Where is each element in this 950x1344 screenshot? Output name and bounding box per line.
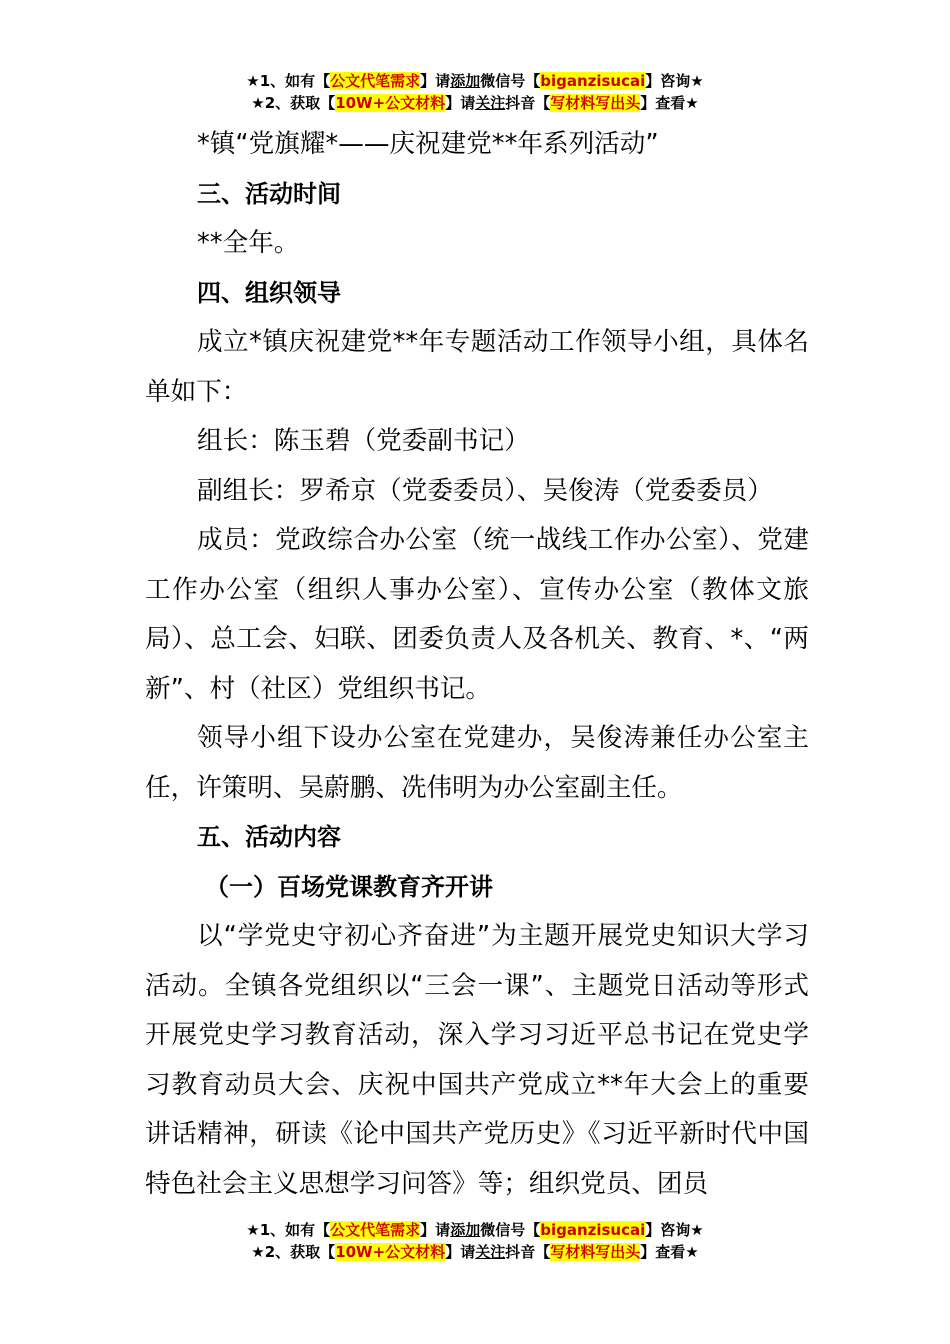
banner-text: 】请 [445,1243,476,1261]
paragraph: 组长：陈玉碧（党委副书记） [197,426,530,456]
banner-line-2 [0,92,950,114]
banner-highlight: 10W+公文材料 [335,94,446,112]
banner-text: 】咨询★ [645,72,704,90]
banner-highlight: 公文代笔需求 [330,1221,421,1239]
banner-text: ★1、如有【 [246,72,331,90]
banner-highlight: biganzisucai [540,72,646,90]
banner-text: 抖音【 [505,94,551,112]
subsection-heading: （一）百场党课教育齐开讲 [205,872,493,901]
banner-text: ★1、如有【 [246,1221,331,1239]
banner-text: 】咨询★ [645,1221,704,1239]
banner-text: 】查看★ [640,1243,699,1261]
banner-text: ★2、获取【 [251,94,336,112]
paragraph: 以“学党史守初心齐奋进”为主题开展党史知识大学习活动。全镇各党组织以“三会一课”、主题党日活动等形式开展党史学习教育活动，深入学习习近平总书记在党史学习教育动员大会、庆祝中国共产党成立**年大会上的重要讲话精神，研读《论中国共产党历史》《习近平新时代中国特色社会主义思想学习问答》等；组织党员、团员 [145,921,809,1199]
paragraph: **全年。 [197,228,300,258]
section-heading: 四、组织领导 [197,278,341,307]
banner-highlight: 公文代笔需求 [330,72,421,90]
banner-underline: 关注 [475,94,506,112]
paragraph: 领导小组下设办公室在党建办，吴俊涛兼任办公室主任，许策明、吴蔚鹏、冼伟明为办公室副主任。 [145,723,809,803]
banner-text: 】查看★ [640,94,699,112]
banner-line-1 [0,1219,950,1241]
footer-banner [0,1219,950,1263]
document-body [145,120,809,1209]
banner-line-1 [0,70,950,92]
banner-highlight: 写材料写出头 [550,1243,641,1261]
banner-text: 微信号【 [480,1221,541,1239]
banner-text: 】请 [420,1221,451,1239]
banner-line-2 [0,1241,950,1263]
banner-underline: 添加 [450,1221,481,1239]
banner-text: ★2、获取【 [251,1243,336,1261]
banner-text: 】请 [420,72,451,90]
banner-underline: 添加 [450,72,481,90]
paragraph: *镇“党旗耀*——庆祝建党**年系列活动” [197,129,659,159]
banner-highlight: 写材料写出头 [550,94,641,112]
paragraph: 成员：党政综合办公室（统一战线工作办公室）、党建工作办公室（组织人事办公室）、宣传办公室（教体文旅局）、总工会、妇联、团委负责人及各机关、教育、*、“两新”、村（社区）党组织书记。 [145,525,809,704]
section-heading: 五、活动内容 [197,823,341,851]
paragraph: 副组长：罗希京（党委委员）、吴俊涛（党委委员） [197,475,773,506]
header-banner [0,70,950,114]
banner-highlight: 10W+公文材料 [335,1243,446,1261]
banner-highlight: biganzisucai [540,1221,646,1239]
section-heading: 三、活动时间 [197,179,341,208]
banner-underline: 关注 [475,1243,506,1261]
banner-text: 】请 [445,94,476,112]
banner-text: 抖音【 [505,1243,551,1261]
banner-text: 微信号【 [480,72,541,90]
paragraph: 成立*镇庆祝建党**年专题活动工作领导小组，具体名单如下： [145,327,809,407]
